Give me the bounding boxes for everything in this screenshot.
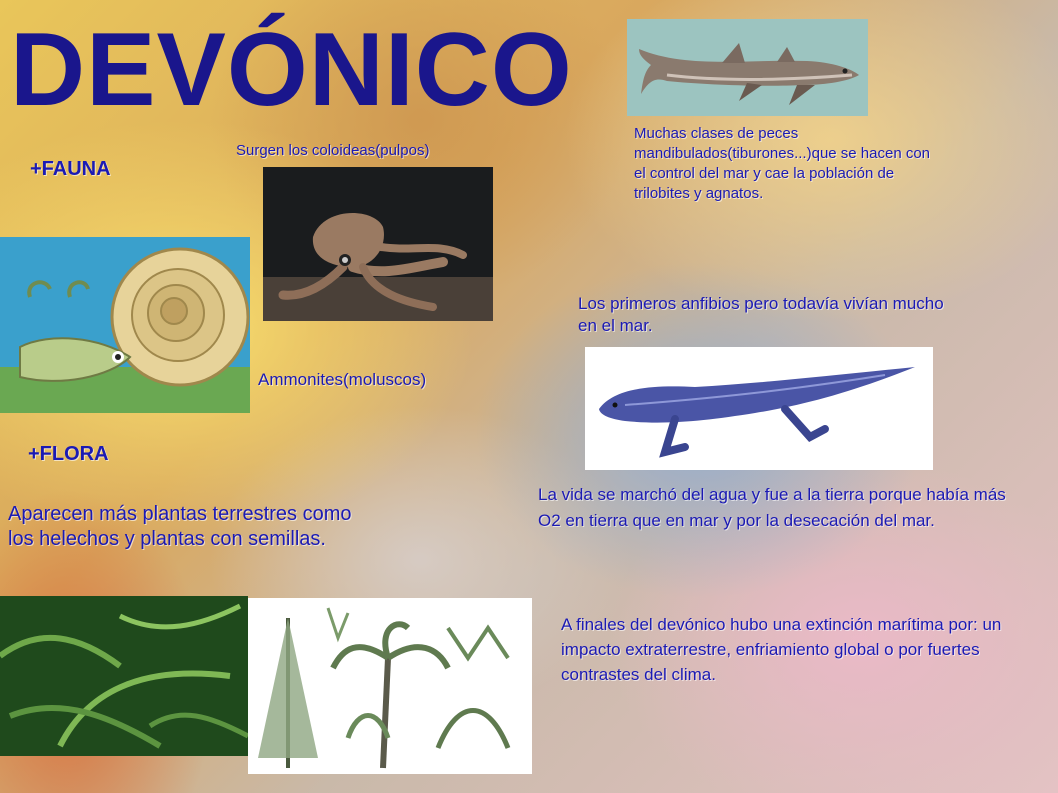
fauna-heading: +FAUNA — [30, 158, 111, 180]
plants-image — [248, 598, 532, 774]
slide-title: DEVÓNICO — [10, 12, 573, 128]
plants-caption: Aparecen más plantas terrestres como los helechos y plantas con semillas. — [8, 503, 352, 550]
amphibian-image — [585, 347, 933, 470]
coleoids-caption: Surgen los coloideas(pulpos) — [236, 142, 430, 159]
shark-image — [627, 19, 868, 116]
flora-heading: +FLORA — [28, 443, 109, 465]
land-life-caption: La vida se marchó del agua y fue a la tierra porque había más O2 en tierra que en mar y por la desecación del mar. — [538, 485, 1006, 530]
ferns-image — [0, 596, 248, 756]
fish-caption: Muchas clases de peces mandibulados(tiburones...)que se hacen con el control del mar y cae la población de trilobites y agnatos. — [634, 125, 931, 202]
ammonites-caption: Ammonites(moluscos) — [258, 370, 427, 389]
extinction-caption: A finales del devónico hubo una extinción marítima por: un impacto extraterrestre, enfriamiento global o por fuertes contrastes del clima. — [561, 615, 1002, 684]
amphibians-caption: Los primeros anfibios pero todavía vivían mucho en el mar. — [578, 294, 944, 335]
octopus-image — [263, 167, 493, 321]
ammonite-image — [0, 237, 250, 413]
